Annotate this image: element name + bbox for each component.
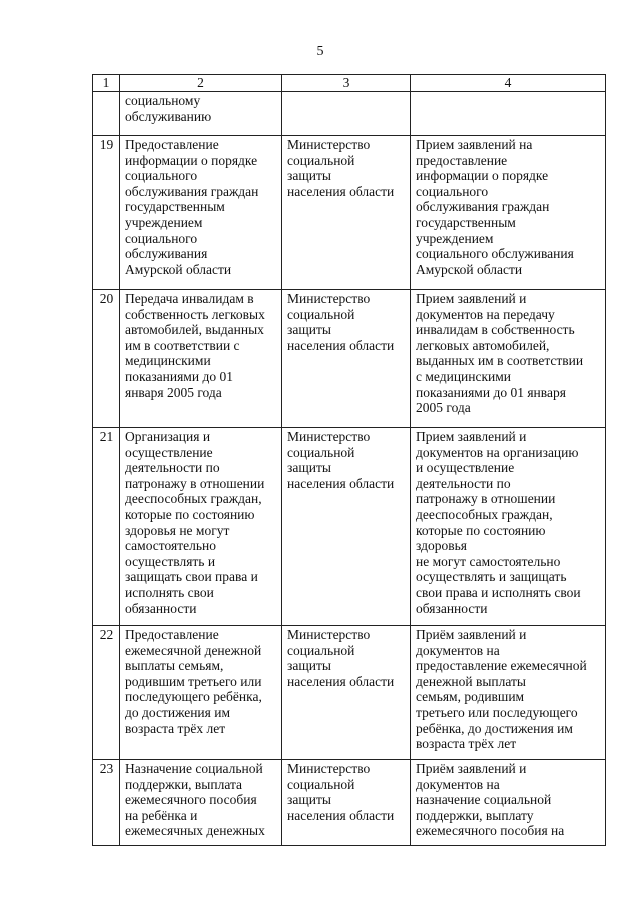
cell-text-line: обязанности — [125, 600, 197, 616]
cell-text-line: обслуживанию — [125, 108, 212, 124]
service-name-cell — [120, 428, 282, 626]
cell-text-line: государственным — [416, 214, 516, 230]
cell-text-line: дееспособных граждан, — [416, 506, 553, 522]
cell-text-line: Передача инвалидам в — [125, 291, 254, 306]
row-number: 22 — [93, 626, 120, 760]
cell-text-line: социальной — [287, 444, 355, 460]
cell-text-line: социальной — [287, 776, 355, 792]
cell-text-line: показаниями до 01 — [125, 368, 233, 384]
cell-text-line: населения области — [287, 337, 395, 353]
responsible-body-cell — [282, 136, 411, 290]
service-name-cell — [120, 92, 282, 136]
cell-text-line: выданных им в соответствии — [416, 353, 584, 369]
cell-text-line: защиты — [287, 460, 331, 476]
cell-text-line: назначение социальной — [416, 792, 552, 808]
header-col-2: 2 — [120, 75, 282, 92]
cell-text-line: ежемесячного пособия на — [416, 823, 565, 839]
table-row — [93, 428, 606, 626]
cell-text-line: учреждением — [416, 230, 494, 246]
cell-text-line: последующего ребёнка, — [125, 689, 262, 705]
cell-text-line: Прием заявлений на — [416, 137, 533, 152]
cell-text-line: защищать свои права и — [125, 569, 258, 585]
cell-text-line: ежемесячного пособия — [125, 792, 257, 808]
cell-text-line: документов на — [416, 776, 500, 792]
cell-text-line: ежемесячной денежной — [125, 642, 262, 658]
cell-text-line: не могут самостоятельно — [416, 553, 561, 569]
cell-text-line: легковых автомобилей, — [416, 337, 550, 353]
row-number: 19 — [93, 136, 120, 290]
cell-text-line: Прием заявлений и — [416, 291, 527, 306]
cell-text-line: ежемесячных денежных — [125, 823, 265, 839]
cell-text-line: предоставление ежемесячной — [416, 658, 587, 674]
cell-text-line: документов на передачу — [416, 306, 555, 322]
cell-text-line: Приём заявлений и — [416, 627, 527, 642]
cell-text-line: Амурской области — [416, 261, 523, 277]
cell-text-line: Организация и — [125, 429, 211, 444]
cell-text-line: показаниями до 01 января — [416, 384, 566, 400]
cell-text-line: Прием заявлений и — [416, 429, 527, 444]
cell-text-line: обслуживания граждан — [125, 183, 259, 199]
cell-text-line: населения области — [287, 807, 395, 823]
services-table — [92, 74, 606, 846]
cell-text-line: населения области — [287, 673, 395, 689]
cell-text-line: деятельности по — [416, 475, 511, 491]
cell-text-line: выплаты семьям, — [125, 658, 224, 674]
row-number — [93, 92, 120, 136]
cell-text-line: патронажу в отношении — [125, 475, 265, 491]
cell-text-line: поддержки, выплату — [416, 807, 534, 823]
cell-text-line: защиты — [287, 322, 331, 338]
cell-text-line: автомобилей, выданных — [125, 322, 264, 338]
cell-text-line: с медицинскими — [416, 368, 512, 384]
cell-text-line: которые по состоянию — [416, 522, 546, 538]
table-row — [93, 136, 606, 290]
cell-text-line: Назначение социальной — [125, 761, 263, 776]
service-name-cell — [120, 760, 282, 846]
cell-text-line: информации о порядке — [416, 168, 549, 184]
row-number: 21 — [93, 428, 120, 626]
cell-text-line: защиты — [287, 168, 331, 184]
cell-text-line: ребёнка, до достижения им — [416, 720, 573, 736]
administrative-action-cell — [411, 760, 606, 846]
cell-text-line: осуществлять и — [125, 553, 216, 569]
cell-text-line: защиты — [287, 792, 331, 808]
cell-text-line: возраста трёх лет — [416, 736, 517, 752]
cell-text-line: им в соответствии с — [125, 337, 240, 353]
cell-text-line: которые по состоянию — [125, 506, 255, 522]
cell-text-line: патронажу в отношении — [416, 491, 556, 507]
cell-text-line: обслуживания граждан — [416, 199, 550, 215]
cell-text-line: Министерство — [287, 761, 371, 776]
cell-text-line: населения области — [287, 183, 395, 199]
administrative-action-cell — [411, 92, 606, 136]
cell-text-line: социальному — [125, 93, 201, 108]
cell-text-line: социального — [125, 168, 198, 184]
cell-text-line: деятельности по — [125, 460, 220, 476]
cell-text-line: денежной выплаты — [416, 673, 526, 689]
cell-text-line: исполнять свои — [125, 584, 214, 600]
cell-text-line: 2005 года — [416, 400, 471, 416]
cell-text-line: собственность легковых — [125, 306, 265, 322]
cell-text-line: государственным — [125, 199, 225, 215]
header-row — [93, 75, 606, 92]
row-number: 20 — [93, 290, 120, 428]
service-name-cell — [120, 136, 282, 290]
cell-text-line: социальной — [287, 306, 355, 322]
cell-text-line: социальной — [287, 642, 355, 658]
cell-text-line: и осуществление — [416, 460, 515, 476]
table-row — [93, 760, 606, 846]
cell-text-line: на ребёнка и — [125, 807, 198, 823]
cell-text-line: социальной — [287, 152, 355, 168]
responsible-body-cell — [282, 428, 411, 626]
administrative-action-cell — [411, 428, 606, 626]
cell-text-line: семьям, родившим — [416, 689, 525, 705]
service-name-cell — [120, 290, 282, 428]
cell-text-line: Предоставление — [125, 137, 219, 152]
cell-text-line: социального — [416, 183, 489, 199]
cell-text-line: осуществлять и защищать — [416, 569, 567, 585]
cell-text-line: здоровья не могут — [125, 522, 230, 538]
header-col-1: 1 — [93, 75, 120, 92]
cell-text-line: социального обслуживания — [416, 246, 574, 262]
table-body — [93, 92, 606, 846]
cell-text-line: предоставление — [416, 152, 508, 168]
cell-text-line: документов на организацию — [416, 444, 579, 460]
cell-text-line: обязанности — [416, 600, 488, 616]
cell-text-line: документов на — [416, 642, 500, 658]
header-col-4: 4 — [411, 75, 606, 92]
table-row — [93, 290, 606, 428]
responsible-body-cell — [282, 290, 411, 428]
cell-text-line: поддержки, выплата — [125, 776, 243, 792]
cell-text-line: свои права и исполнять свои — [416, 584, 581, 600]
responsible-body-cell — [282, 760, 411, 846]
administrative-action-cell — [411, 626, 606, 760]
cell-text-line: социального — [125, 230, 198, 246]
administrative-action-cell — [411, 290, 606, 428]
row-number: 23 — [93, 760, 120, 846]
cell-text-line: здоровья — [416, 538, 467, 554]
cell-text-line: Предоставление — [125, 627, 219, 642]
cell-text-line: защиты — [287, 658, 331, 674]
page-number: 5 — [316, 44, 324, 59]
cell-text-line: учреждением — [125, 214, 203, 230]
cell-text-line: дееспособных граждан, — [125, 491, 262, 507]
responsible-body-cell — [282, 626, 411, 760]
cell-text-line: информации о порядке — [125, 152, 258, 168]
cell-text-line: осуществление — [125, 444, 213, 460]
table-row — [93, 92, 606, 136]
cell-text-line: Министерство — [287, 429, 371, 444]
service-name-cell — [120, 626, 282, 760]
cell-text-line: родившим третьего или — [125, 673, 262, 689]
cell-text-line: третьего или последующего — [416, 704, 578, 720]
cell-text-line: возраста трёх лет — [125, 720, 226, 736]
cell-text-line: января 2005 года — [125, 384, 222, 400]
header-col-3: 3 — [282, 75, 411, 92]
cell-text-line: инвалидам в собственность — [416, 322, 575, 338]
cell-text-line: самостоятельно — [125, 538, 216, 554]
table-row — [93, 626, 606, 760]
cell-text-line: Министерство — [287, 627, 371, 642]
cell-text-line: Министерство — [287, 137, 371, 152]
administrative-action-cell — [411, 136, 606, 290]
cell-text-line: населения области — [287, 475, 395, 491]
responsible-body-cell — [282, 92, 411, 136]
cell-text-line: обслуживания — [125, 246, 208, 262]
cell-text-line: Приём заявлений и — [416, 761, 527, 776]
cell-text-line: Министерство — [287, 291, 371, 306]
cell-text-line: Амурской области — [125, 261, 232, 277]
cell-text-line: медицинскими — [125, 353, 211, 369]
cell-text-line: до достижения им — [125, 704, 231, 720]
